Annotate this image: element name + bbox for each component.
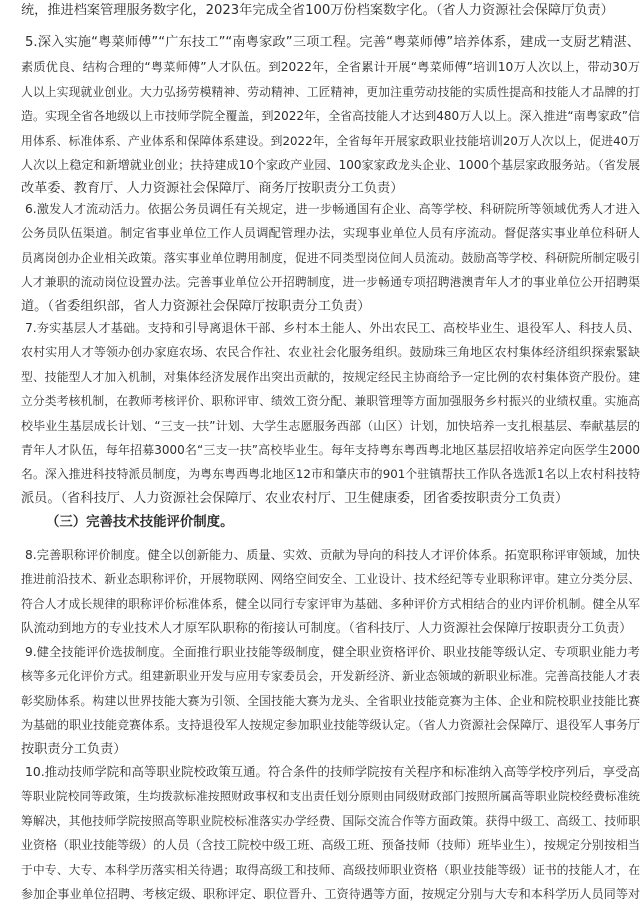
text-line: 队流动到地方的专业技术人才原军队职称的衔接认可制度。（省科技厅、人力资源社会保障厅按职责分工负责） xyxy=(21,620,632,636)
text-line: 核等多元化评价方式。组建新职业开发与应用专家委员会，开发新经济、新业态领域的新职业标准。完善高技能人才表 xyxy=(21,669,640,684)
text-line: 9.健全技能评价选拔制度。全面推行职业技能等级制度，健全职业资格评价、职业技能等级认定、专项职业能力考 xyxy=(25,645,640,659)
text-line: 造。实现全省各地级以上市技师学院全覆盖，到2022年，全省高技能人才达到480万人以上。深入推进“南粤家政”信 xyxy=(21,109,640,124)
text-line: 人才兼职的流动岗位设置办法。完善事业单位公开招聘制度，进一步畅通专项招聘港澳青年人才的事业单位公开招聘渠 xyxy=(21,275,640,290)
text-line: 素质优良、结构合理的“粤菜师傅”人才队伍。到2022年，全省累计开展“粤菜师傅”培训10万人次以上，带动30万 xyxy=(21,60,640,75)
text-line: 统，推进档案管理服务数字化，2023年完成全省100万份档案数字化。（省人力资源社会保障厅负责） xyxy=(21,3,614,18)
text-line: 按职责分工负责） xyxy=(21,741,127,757)
text-line: 参加企事业单位招聘、考核定级、职称评定、职位晋升、工资待遇等方面，按规定分别与大专和本科学历人员同等对 xyxy=(21,886,640,901)
text-line: 校毕业生基层成长计划、“三支一扶”计划、大学生志愿服务西部（山区）计划，加快培养一支扎根基层、奉献基层的 xyxy=(21,418,640,433)
text-line: 于中专、大专、本科学历落实相关待遇；取得高级工和技师、高级技师职业资格（职业技能等级）证书的技能人才，在 xyxy=(21,862,640,877)
section-heading xyxy=(0,511,640,535)
text-line: 筹解决，其他技师学院按照高等职业院校标准落实办学经费、国际交流合作等方面政策。获得中级工、高级工、技师职 xyxy=(21,813,640,828)
text-line: 立分类考核机制，在教师考核评价、职称评审、绩效工资分配、兼职管理等方面加强服务乡村振兴的业绩权重。实施高 xyxy=(21,394,640,409)
text-line: 7.夯实基层人才基础。支持和引导离退休干部、乡村本土能人、外出农民工、高校毕业生、退役军人、科技人员、 xyxy=(25,321,640,335)
text-line: 业资格（职业技能等级）的人员（含技工院校中级工班、高级工班、预备技师（技师）班毕业生），按规定分别按相当 xyxy=(21,838,640,853)
paragraph-10 xyxy=(0,760,640,904)
text-line: 用体系、标准体系、产业体系和保障体系建设。到2022年，全省每年开展家政职业技能培训20万人次以上，促进40万 xyxy=(21,133,640,148)
text-line: 员离岗创办企业相关政策。落实事业单位聘用制度，促进不同类型岗位间人员流动。鼓励高等学校、科研院所制定吸引 xyxy=(21,250,640,265)
text-line: 名。深入推进科技特派员制度，为粤东粤西粤北地区12市和肇庆市的901个驻镇帮扶工作队各选派1名以上农村科技特 xyxy=(21,467,640,482)
text-line: 推进前沿技术、新业态职称评价，开展物联网、网络空间安全、工业设计、技术经纪等专业职称评审。建立分类分层、 xyxy=(21,572,640,587)
paragraph-9 xyxy=(0,640,640,762)
paragraph-7 xyxy=(0,316,640,511)
text-line: 公务员队伍渠道。制定省事业单位工作人员调配管理办法，实现事业单位人员有序流动。督促落实事业单位科研人 xyxy=(21,226,640,241)
text-line: 5.深入实施“粤菜师傅”“广东技工”“南粤家政”三项工程。完善“粤菜师傅”培养体系，建成一支厨艺精湛、 xyxy=(25,35,640,50)
text-line: 6.激发人才流动活力。依据公务员调任有关规定，进一步畅通国有企业、高等学校、科研院所等领域优秀人才进入 xyxy=(25,202,640,216)
text-line: 派员。（省科技厅、人力资源社会保障厅、农业农村厅、卫生健康委，团省委按职责分工负责） xyxy=(21,490,569,506)
text-line: 人次以上稳定和新增就业创业；扶持建成10个家政产业园、100家家政龙头企业、1000个基层家政服务站。（省发展 xyxy=(21,157,640,172)
text-line: 彰奖励体系。构建以世界技能大赛为引领、全国技能大赛为龙头、全省职业技能竞赛为主体、企业和院校职业技能比赛 xyxy=(21,693,640,708)
text-line: 10.推动技师学院和高等职业院校政策互通。符合条件的技师学院按有关程序和标准纳入高等学校序列后，享受高 xyxy=(25,764,640,779)
text-line: 改革委、教育厅、人力资源社会保障厅、商务厅按职责分工负责） xyxy=(21,181,404,197)
text-line: 型、技能型人才加入机制，对集体经济发展作出突出贡献的，按规定经民主协商给予一定比例的农村集体资产股份。建 xyxy=(21,369,640,384)
text-line: 道。（省委组织部，省人力资源社会保障厅按职责分工负责） xyxy=(21,298,371,314)
text-line: 农村实用人才等领办创办家庭农场、农民合作社、农业社会化服务组织。鼓励珠三角地区农村集体经济组织探索緊缺 xyxy=(21,345,640,360)
text-line: 青年人才队伍，每年招募3000名“三支一扶”高校毕业生。每年支持粤东粤西粤北地区基层招收培养定向医学生2000 xyxy=(21,442,640,457)
text-line: 人以上实现就业创业。大力弘扬劳模精神、劳动精神、工匠精神，更加注重劳动技能的实质性提高和技能人才品牌的打 xyxy=(21,84,640,99)
text-line: 为基础的职业技能竞赛体系。支持退役军人按规定参加职业技能等级认定。（省人力资源社会保障厅、退役军人事务厅 xyxy=(21,718,640,733)
text-line: 8.完善职称评价制度。健全以创新能力、质量、实效、贡献为导向的科技人才评价体系。拓宽职称评审领域，加快 xyxy=(25,548,640,562)
paragraph-4-tail xyxy=(0,0,640,23)
paragraph-5 xyxy=(0,31,640,202)
paragraph-6 xyxy=(0,197,640,319)
paragraph-8 xyxy=(0,543,640,641)
section-heading-text: （三）完善技术技能评价制度。 xyxy=(46,515,234,530)
text-line: 等职业院校同等政策，生均拨款标准按照财政事权和支出责任划分原则由同级财政部门按照所属高等职业院校经费标准统 xyxy=(21,789,640,804)
text-line: 符合人才成长规律的职称评价标准体系，健全以同行专家评审为基础、多种评价方式相结合的业内评价机制。健全从军 xyxy=(21,596,640,611)
